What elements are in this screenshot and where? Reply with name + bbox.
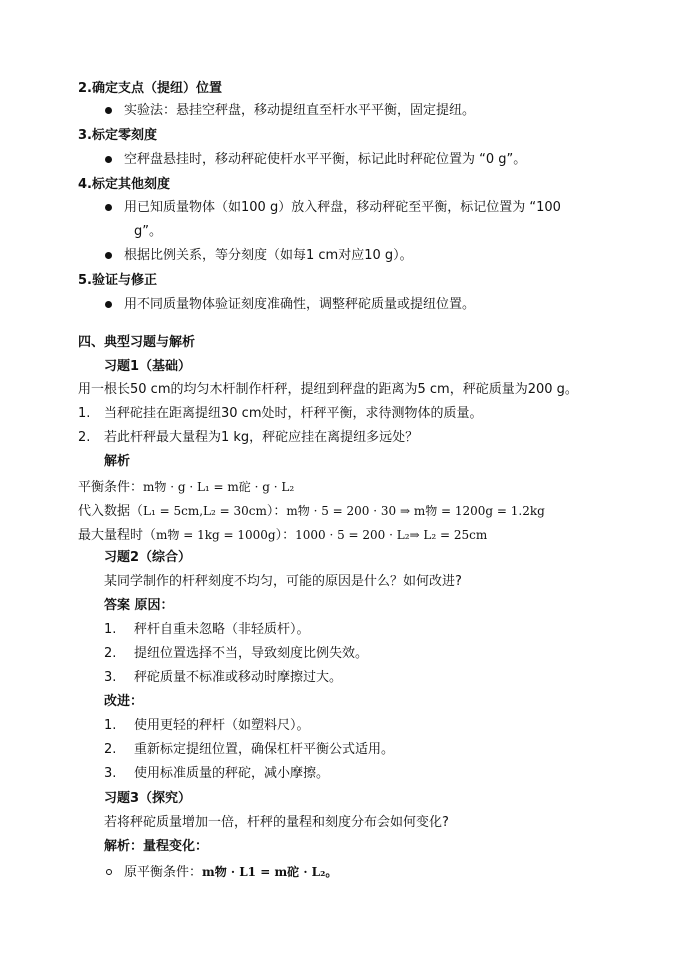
eq3-data: m物 = 1kg = 1000g <box>156 528 276 542</box>
eq2-data: L₁ = 5cm,L₂ = 30cm <box>143 504 267 518</box>
improve-item: 重新标定提纽位置，确保杠杆平衡公式适用。 <box>134 742 395 757</box>
bullet-icon <box>105 252 112 259</box>
q3-sub-label: 原平衡条件： <box>124 865 203 880</box>
eq3-formula: 1000 · 5 = 200 · L₂⇒ L₂ = 25cm <box>295 528 488 542</box>
bullet-icon <box>105 156 112 163</box>
eq2-formula: m物 · 5 = 200 · 30 ⇒ m物 = 1200g = 1.2kg <box>286 504 545 518</box>
eq2-label: 代入数据（ <box>78 504 144 519</box>
section-title-3: 3.标定零刻度 <box>78 128 157 143</box>
eq2-sep: ）： <box>266 504 287 519</box>
eq1-label: 平衡条件： <box>78 480 144 495</box>
reason-number: 2. <box>104 646 117 661</box>
eq3-label: 最大量程时（ <box>78 528 157 543</box>
q3-sub-item <box>124 862 337 883</box>
sec2-bullet-1: 实验法：悬挂空秤盘，移动提纽直至杆水平平衡，固定提纽。 <box>124 103 476 118</box>
q3-range-label: 量程变化： <box>143 839 209 854</box>
q2-answer-label: 答案 原因： <box>104 598 174 613</box>
q1-item-1: 当秤砣挂在距离提纽30 cm处时，杆秤平衡，求待测物体的质量。 <box>104 406 483 421</box>
sec5-bullet-1: 用不同质量物体验证刻度准确性，调整秤砣质量或提纽位置。 <box>124 297 476 312</box>
q1-item-2: 若此杆秤最大量程为1 kg，秤砣应挂在离提纽多远处？ <box>104 430 419 445</box>
q2-title: 习题2（综合） <box>104 550 192 565</box>
q2-improve-label: 改进： <box>104 694 144 709</box>
q1-item-number: 2. <box>78 430 91 445</box>
reason-number: 1. <box>104 622 117 637</box>
improve-number: 2. <box>104 742 117 757</box>
improve-number: 1. <box>104 718 117 733</box>
q3-analysis-line <box>104 837 208 857</box>
reason-item: 秤砣质量不标准或移动时摩擦过大。 <box>134 670 343 685</box>
reason-item: 提纽位置选择不当，导致刻度比例失效。 <box>134 646 369 661</box>
sec4-bullet-1-line-2: g”。 <box>134 224 162 239</box>
q1-item-number: 1. <box>78 406 91 421</box>
q1-stem: 用一根长50 cm的均匀木杆制作杆秤，提纽到秤盘的距离为5 cm，秤砣质量为200 g。 <box>78 382 578 397</box>
q3-title: 习题3（探究） <box>104 791 192 806</box>
improve-item: 使用更轻的秤杆（如塑料尺）。 <box>134 718 310 733</box>
q3-stem: 若将秤砣质量增加一倍，杆秤的量程和刻度分布会如何变化? <box>104 815 449 830</box>
bullet-icon <box>105 107 112 114</box>
bullet-icon <box>105 301 112 308</box>
section-title-5: 5.验证与修正 <box>78 273 157 288</box>
eq1-formula: m物 · g · L₁ = m砣 · g · L₂ <box>143 480 295 494</box>
eq3-line <box>78 525 487 546</box>
section-title-4: 4.标定其他刻度 <box>78 177 170 192</box>
bullet-icon <box>105 204 112 211</box>
sec3-bullet-1: 空秤盘悬挂时，移动秤砣使杆水平平衡，标记此时秤砣位置为 “0 g”。 <box>124 152 527 167</box>
section-title-2: 2.确定支点（提纽）位置 <box>78 81 222 96</box>
eq1-line <box>78 477 294 498</box>
q1-title: 习题1（基础） <box>104 359 192 374</box>
improve-item: 使用标准质量的秤砣，减小摩擦。 <box>134 766 330 781</box>
sec4-bullet-2: 根据比例关系，等分刻度（如每1 cm对应10 g）。 <box>124 248 413 263</box>
reason-item: 秤杆自重未忽略（非轻质杆）。 <box>134 622 310 637</box>
q2-stem: 某同学制作的杆秤刻度不均匀，可能的原因是什么？如何改进? <box>104 574 462 589</box>
eq3-sep: ）： <box>275 528 296 543</box>
sec4-bullet-1-line-1: 用已知质量物体（如100 g）放入秤盘，移动秤砣至平衡，标记位置为 “100 <box>124 200 561 215</box>
q1-analysis-label: 解析 <box>104 454 131 469</box>
q3-sub-formula: m物 · L1 = m砣 · L₂。 <box>202 865 338 879</box>
eq2-line <box>78 501 545 522</box>
improve-number: 3. <box>104 766 117 781</box>
reason-number: 3. <box>104 670 117 685</box>
part-title: 四、典型习题与解析 <box>78 335 196 350</box>
q3-analysis-label: 解析： <box>104 839 144 854</box>
circle-bullet-icon <box>106 869 112 875</box>
